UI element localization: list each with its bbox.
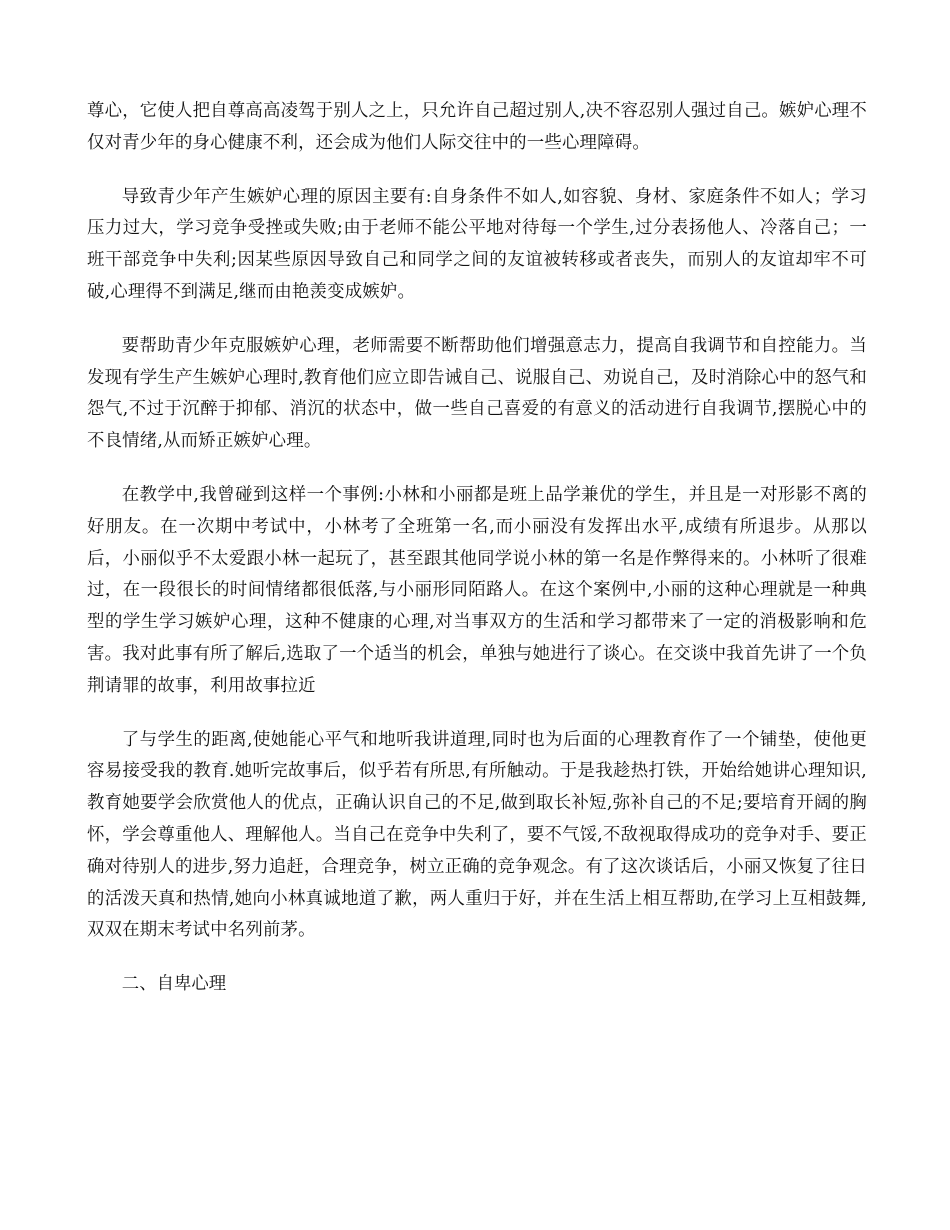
paragraph-5: 了与学生的距离,使她能心平气和地听我讲道理,同时也为后面的心理教育作了一个铺垫，使他更容易接受我的教育.她听完故事后，似乎若有所思,有所触动。于是我趁热打铁，开始给她讲心理知识,教育她要学会欣赏他人的优点，正确认识自己的不足,做到取长补短,弥补自己的不足;要培育开阔的胸怀，学会尊重他人、理解他人。当自己在竞争中失利了，要不气馁,不敌视取得成功的竞争对手、要正确对待别人的进步,努力追赶，合理竞争，树立正确的竞争观念。有了这次谈话后，小丽又恢复了往日的活泼天真和热情,她向小林真诚地道了歉，两人重归于好，并在生活上相互帮助,在学习上互相鼓舞,双双在期末考试中名列前茅。 (87, 729, 867, 941)
paragraph-1: 尊心，它使人把自尊高高凌驾于别人之上，只允许自己超过别人,决不容忍别人强过自己。嫉妒心理不仅对青少年的身心健康不利，还会成为他们人际交往中的一些心理障碍。 (87, 101, 867, 153)
paragraph-4: 在教学中,我曾碰到这样一个事例:小林和小丽都是班上品学兼优的学生，并且是一对形影不离的好朋友。在一次期中考试中，小林考了全班第一名,而小丽没有发挥出水平,成绩有所退步。从那以后，小丽似乎不太爱跟小林一起玩了，甚至跟其他同学说小林的第一名是作弊得来的。小林听了很难过，在一段很长的时间情绪都很低落,与小丽形同陌路人。在这个案例中,小丽的这种心理就是一种典型的学生学习嫉妒心理，这种不健康的心理,对当事双方的生活和学习都带来了一定的消极影响和危害。我对此事有所了解后,选取了一个适当的机会，单独与她进行了谈心。在交谈中我首先讲了一个负荆请罪的故事，利用故事拉近 (87, 484, 867, 696)
paragraph-2: 导致青少年产生嫉妒心理的原因主要有:自身条件不如人,如容貌、身材、家庭条件不如人；学习压力过大，学习竞争受挫或失败;由于老师不能公平地对待每一个学生,过分表扬他人、冷落自己；一班干部竞争中失利;因某些原因导致自己和同学之间的友谊被转移或者丧失，而别人的友谊却牢不可破,心理得不到满足,继而由艳羡变成嫉妒。 (87, 186, 867, 302)
section-heading: 二、自卑心理 (121, 974, 227, 995)
document-page (87, 96, 867, 1001)
paragraph-3: 要帮助青少年克服嫉妒心理，老师需要不断帮助他们增强意志力，提高自我调节和自控能力。当发现有学生产生嫉妒心理时,教育他们应立即告诫自己、说服自己、劝说自己，及时消除心中的怒气和怨气,不过于沉醉于抑郁、消沉的状态中，做一些自己喜爱的有意义的活动进行自我调节,摆脱心中的不良情绪,从而矫正嫉妒心理。 (87, 335, 867, 452)
